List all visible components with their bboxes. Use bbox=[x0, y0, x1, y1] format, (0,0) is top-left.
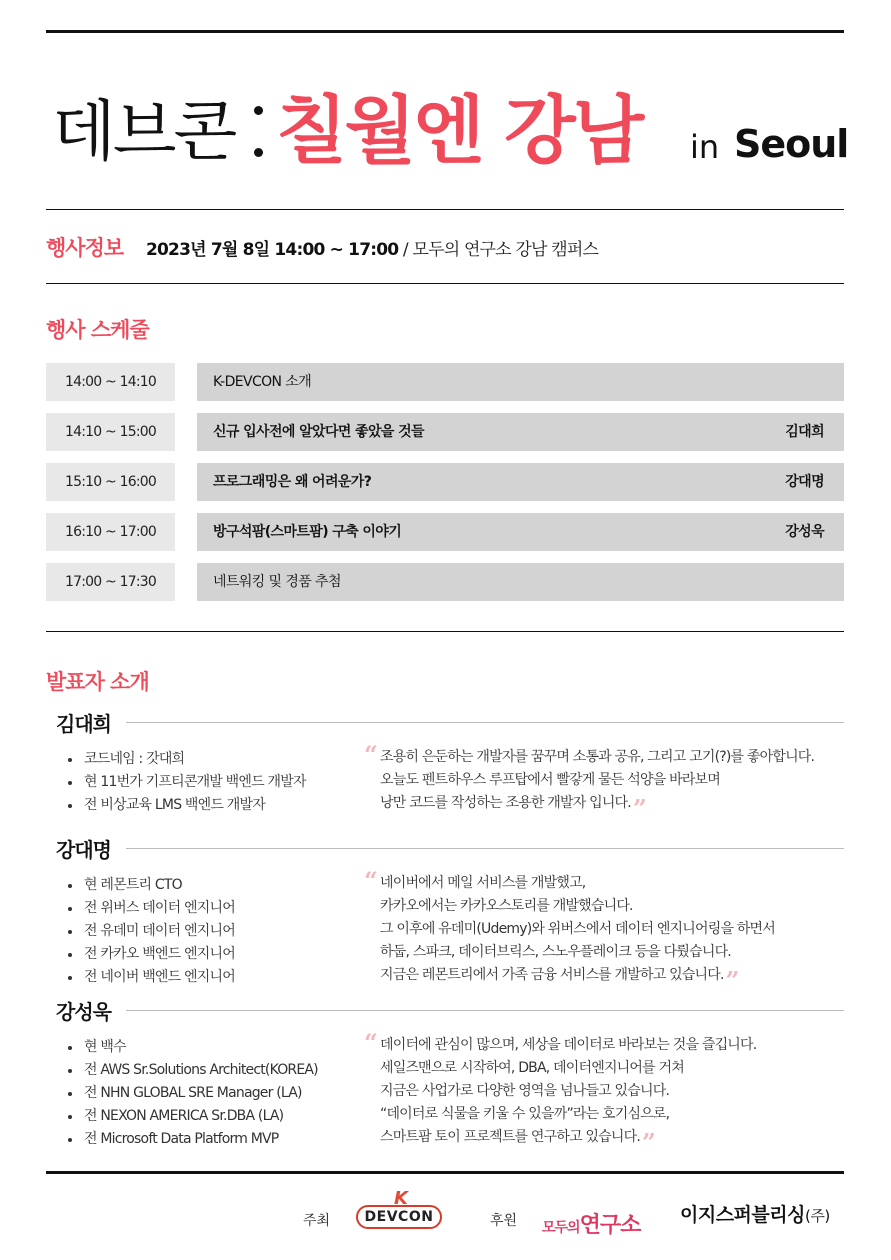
quote-line: 그 이후에 유데미(Udemy)와 위버스에서 데이터 엔지니어링을 하면서 bbox=[380, 921, 775, 937]
event-info-label: 행사정보 bbox=[46, 236, 124, 260]
schedule-list bbox=[46, 363, 844, 613]
schedule-speaker: 강성욱 bbox=[785, 524, 824, 540]
open-quote-icon: “ bbox=[364, 740, 378, 769]
event-datetime: 2023년 7월 8일 14:00 ~ 17:00 bbox=[146, 240, 399, 260]
speakers-heading: 발표자 소개 bbox=[46, 670, 149, 694]
schedule-speaker: 강대명 bbox=[785, 474, 824, 490]
title-in: in bbox=[690, 128, 720, 166]
schedule-title: 신규 입사전에 알았다면 좋았을 것들 bbox=[213, 424, 424, 440]
close-quote-icon: ” bbox=[725, 966, 739, 995]
easyspub-logo-main: 이지스퍼블리싱 bbox=[680, 1204, 805, 1226]
schedule-time: 17:00 ~ 17:30 bbox=[46, 563, 175, 601]
quote-line: 낭만 코드를 작성하는 조용한 개발자 입니다. bbox=[380, 795, 631, 811]
footer-rule bbox=[46, 1171, 844, 1174]
modulabs-logo-small: 모두의 bbox=[542, 1220, 580, 1236]
schedule-title: 방구석팜(스마트팜) 구축 이야기 bbox=[213, 524, 402, 540]
speaker-career-list bbox=[66, 874, 235, 989]
event-info-text bbox=[146, 235, 598, 260]
title-highlight: 칠월엔 강남 bbox=[276, 88, 642, 174]
career-item: 전 Microsoft Data Platform MVP bbox=[66, 1128, 318, 1151]
schedule-title: 네트워킹 및 경품 추첨 bbox=[197, 563, 844, 601]
quote-line: “데이터로 식물을 키울 수 있을까”라는 호기심으로, bbox=[380, 1106, 670, 1122]
speaker-divider bbox=[126, 848, 844, 849]
speaker-card-kim bbox=[46, 708, 844, 823]
modulabs-logo-big: 연구소 bbox=[579, 1213, 641, 1238]
devcon-logo-text: DEVCON bbox=[356, 1205, 442, 1229]
divider bbox=[46, 283, 844, 284]
speaker-name-row bbox=[46, 708, 844, 738]
schedule-speaker: 김대희 bbox=[785, 424, 824, 440]
career-item: 코드네임 : 갓대희 bbox=[66, 748, 306, 771]
speaker-name-row bbox=[46, 834, 844, 864]
speaker-name: 강성욱 bbox=[56, 996, 123, 1025]
devcon-logo-k: K bbox=[394, 1188, 408, 1209]
career-item: 현 백수 bbox=[66, 1036, 318, 1059]
devcon-logo bbox=[356, 1188, 444, 1232]
career-item: 전 위버스 데이터 엔지니어 bbox=[66, 897, 235, 920]
divider bbox=[46, 209, 844, 210]
modulabs-logo bbox=[542, 1208, 640, 1239]
speaker-name: 김대희 bbox=[56, 708, 123, 737]
title-colon bbox=[252, 106, 266, 166]
speaker-quote bbox=[364, 866, 775, 995]
quote-line: 세일즈맨으로 시작하여, DBA, 데이터엔지니어를 거쳐 bbox=[380, 1060, 684, 1076]
event-venue: 모두의 연구소 강남 캠퍼스 bbox=[412, 240, 599, 260]
speaker-career-list bbox=[66, 1036, 318, 1151]
page-title bbox=[52, 78, 852, 178]
title-prefix: 데브콘 bbox=[52, 93, 235, 170]
schedule-time: 16:10 ~ 17:00 bbox=[46, 513, 175, 551]
speaker-card-kang-dm bbox=[46, 834, 844, 995]
sponsor-label: 후원 bbox=[490, 1213, 518, 1229]
speaker-quote bbox=[364, 740, 815, 823]
top-rule bbox=[46, 30, 844, 33]
quote-line: 지금은 사업가로 다양한 영역을 넘나들고 있습니다. bbox=[380, 1083, 670, 1099]
schedule-title: 프로그래밍은 왜 어려운가? bbox=[213, 474, 372, 490]
career-item: 전 네이버 백엔드 엔지니어 bbox=[66, 966, 235, 989]
schedule-title: K-DEVCON 소개 bbox=[197, 363, 844, 401]
schedule-row bbox=[46, 413, 844, 451]
speaker-name-row bbox=[46, 996, 844, 1026]
easyspub-logo bbox=[680, 1200, 830, 1227]
close-quote-icon: ” bbox=[642, 1128, 656, 1157]
schedule-row bbox=[46, 363, 844, 401]
open-quote-icon: “ bbox=[364, 866, 378, 895]
career-item: 전 비상교육 LMS 백엔드 개발자 bbox=[66, 794, 306, 817]
schedule-heading: 행사 스케줄 bbox=[46, 318, 149, 342]
host-label: 주최 bbox=[303, 1213, 331, 1229]
schedule-time: 14:10 ~ 15:00 bbox=[46, 413, 175, 451]
open-quote-icon: “ bbox=[364, 1028, 378, 1057]
schedule-row bbox=[46, 563, 844, 601]
career-item: 현 11번가 기프티콘개발 백엔드 개발자 bbox=[66, 771, 306, 794]
event-separator: / bbox=[402, 240, 408, 260]
schedule-title-box bbox=[197, 463, 844, 501]
speaker-card-kang-su bbox=[46, 996, 844, 1157]
speaker-divider bbox=[126, 1010, 844, 1011]
quote-line-last bbox=[364, 964, 775, 995]
speaker-name: 강대명 bbox=[56, 834, 123, 863]
quote-line: 카카오에서는 카카오스토리를 개발했습니다. bbox=[380, 898, 633, 914]
close-quote-icon: ” bbox=[632, 794, 646, 823]
career-item: 전 카카오 백엔드 엔지니어 bbox=[66, 943, 235, 966]
schedule-time: 15:10 ~ 16:00 bbox=[46, 463, 175, 501]
quote-line-last bbox=[364, 792, 814, 823]
schedule-title-box bbox=[197, 513, 844, 551]
title-city: Seoul bbox=[734, 122, 849, 166]
speaker-divider bbox=[126, 722, 844, 723]
quote-line: 네이버에서 메일 서비스를 개발했고, bbox=[380, 875, 586, 891]
career-item: 현 레몬트리 CTO bbox=[66, 874, 235, 897]
schedule-row bbox=[46, 513, 844, 551]
schedule-row bbox=[46, 463, 844, 501]
quote-line: 데이터에 관심이 많으며, 세상을 데이터로 바라보는 것을 즐깁니다. bbox=[380, 1037, 757, 1053]
quote-line: 스마트팜 토이 프로젝트를 연구하고 있습니다. bbox=[380, 1129, 641, 1145]
career-item: 전 NEXON AMERICA Sr.DBA (LA) bbox=[66, 1105, 318, 1128]
career-item: 전 AWS Sr.Solutions Architect(KOREA) bbox=[66, 1059, 318, 1082]
schedule-time: 14:00 ~ 14:10 bbox=[46, 363, 175, 401]
schedule-title-box bbox=[197, 413, 844, 451]
career-item: 전 NHN GLOBAL SRE Manager (LA) bbox=[66, 1082, 318, 1105]
divider bbox=[46, 631, 844, 632]
quote-line: 조용히 은둔하는 개발자를 꿈꾸며 소통과 공유, 그리고 고기(?)를 좋아합니다. bbox=[380, 749, 815, 765]
easyspub-logo-suffix: (주) bbox=[804, 1207, 830, 1225]
quote-line: 지금은 레몬트리에서 가족 금융 서비스를 개발하고 있습니다. bbox=[380, 967, 724, 983]
quote-line: 오늘도 펜트하우스 루프탑에서 빨갛게 물든 석양을 바라보며 bbox=[380, 772, 721, 788]
quote-line-last bbox=[364, 1126, 756, 1157]
speaker-quote bbox=[364, 1028, 757, 1157]
career-item: 전 유데미 데이터 엔지니어 bbox=[66, 920, 235, 943]
speaker-career-list bbox=[66, 748, 306, 817]
quote-line: 하둡, 스파크, 데이터브릭스, 스노우플레이크 등을 다뤘습니다. bbox=[380, 944, 731, 960]
